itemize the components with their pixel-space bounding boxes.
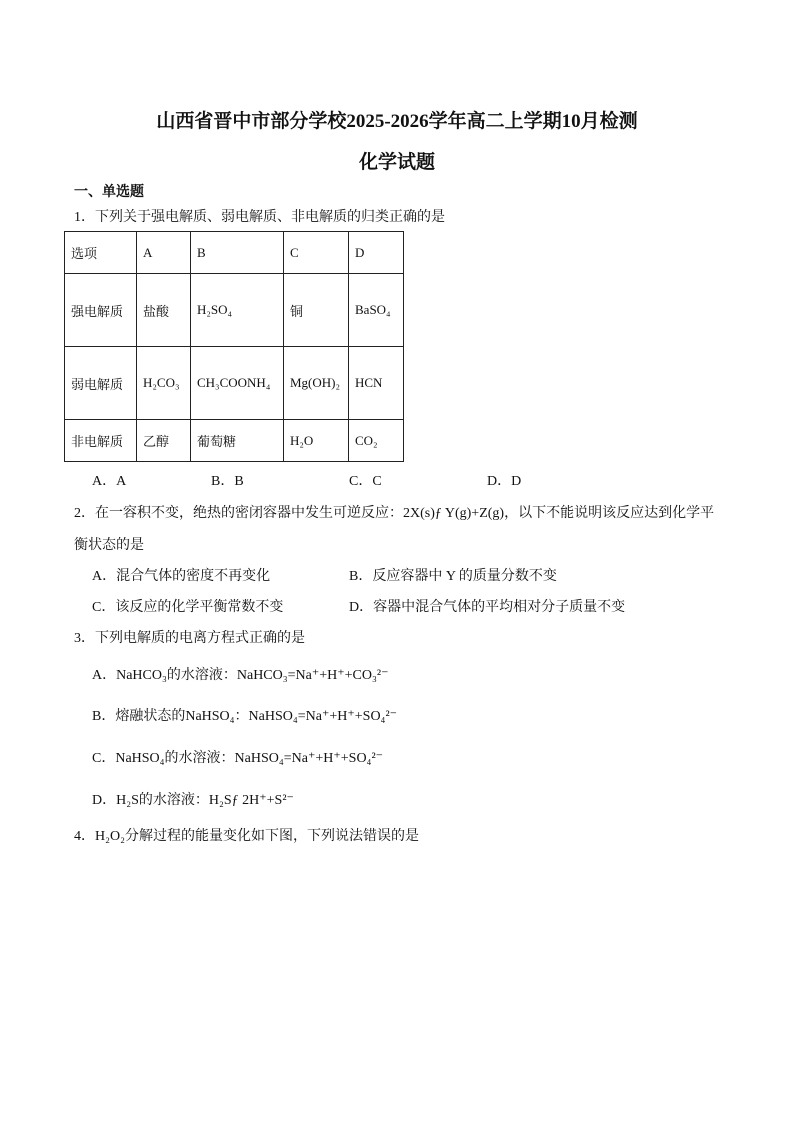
table-cell: HCN xyxy=(349,347,404,420)
page-title: 山西省晋中市部分学校2025-2026学年高二上学期10月检测 xyxy=(156,111,638,132)
table-cell: D xyxy=(349,232,404,274)
table-cell: 盐酸 xyxy=(137,274,191,347)
table-cell: A xyxy=(137,232,191,274)
table-cell: H₂O xyxy=(284,420,349,462)
table-cell: 非电解质 xyxy=(65,420,137,462)
table-cell: 葡萄糖 xyxy=(191,420,284,462)
page-subtitle: 化学试题 xyxy=(358,152,435,173)
question-3-stem: 3．下列电解质的电离方程式正确的是 xyxy=(74,631,305,646)
table-cell: 强电解质 xyxy=(65,274,137,347)
question-2-option-a: A．混合气体的密度不再变化 xyxy=(92,569,271,584)
question-1-stem: 1．下列关于强电解质、弱电解质、非电解质的归类正确的是 xyxy=(74,210,445,225)
question-1-option-b: B．B xyxy=(211,474,244,489)
question-2-stem-line1: 2．在一容积不变，绝热的密闭容器中发生可逆反应：2X(s)ƒ Y(g)+Z(g)，以下不能说明该反应达到化学平 xyxy=(74,506,715,521)
table-cell: CH₃COONH₄ xyxy=(191,347,284,420)
table-cell: B xyxy=(191,232,284,274)
table-cell: 选项 xyxy=(65,232,137,274)
question-1-option-a: A．A xyxy=(92,474,127,489)
table-cell: C xyxy=(284,232,349,274)
question-3-option-d: D．H₂S的水溶液：H₂Sƒ 2H⁺+S²⁻ xyxy=(92,793,294,808)
table-cell: BaSO₄ xyxy=(349,274,404,347)
question-1-table xyxy=(64,231,404,462)
table-cell: H₂CO₃ xyxy=(137,347,191,420)
table-cell: 乙醇 xyxy=(137,420,191,462)
table-cell: Mg(OH)₂ xyxy=(284,347,349,420)
table-cell: 弱电解质 xyxy=(65,347,137,420)
section-heading: 一、单选题 xyxy=(74,185,144,200)
table-cell: CO₂ xyxy=(349,420,404,462)
table-cell: H₂SO₄ xyxy=(191,274,284,347)
table-row xyxy=(65,347,404,420)
question-2-option-b: B．反应容器中 Y 的质量分数不变 xyxy=(349,569,557,584)
table-row xyxy=(65,420,404,462)
question-1-option-c: C．C xyxy=(349,474,382,489)
table-cell: 铜 xyxy=(284,274,349,347)
question-4-stem: 4．H₂O₂分解过程的能量变化如下图，下列说法错误的是 xyxy=(74,829,419,844)
question-2-stem-line2: 衡状态的是 xyxy=(74,538,144,553)
table-row xyxy=(65,274,404,347)
question-2-option-d: D．容器中混合气体的平均相对分子质量不变 xyxy=(349,600,626,615)
question-3-option-b: B．熔融状态的NaHSO₄：NaHSO₄=Na⁺+H⁺+SO₄²⁻ xyxy=(92,709,398,724)
question-3-option-a: A．NaHCO₃的水溶液：NaHCO₃=Na⁺+H⁺+CO₃²⁻ xyxy=(92,668,389,683)
table-header-row xyxy=(65,232,404,274)
question-2-option-c: C．该反应的化学平衡常数不变 xyxy=(92,600,284,615)
question-3-option-c: C．NaHSO₄的水溶液：NaHSO₄=Na⁺+H⁺+SO₄²⁻ xyxy=(92,751,384,766)
question-1-option-d: D．D xyxy=(487,474,522,489)
